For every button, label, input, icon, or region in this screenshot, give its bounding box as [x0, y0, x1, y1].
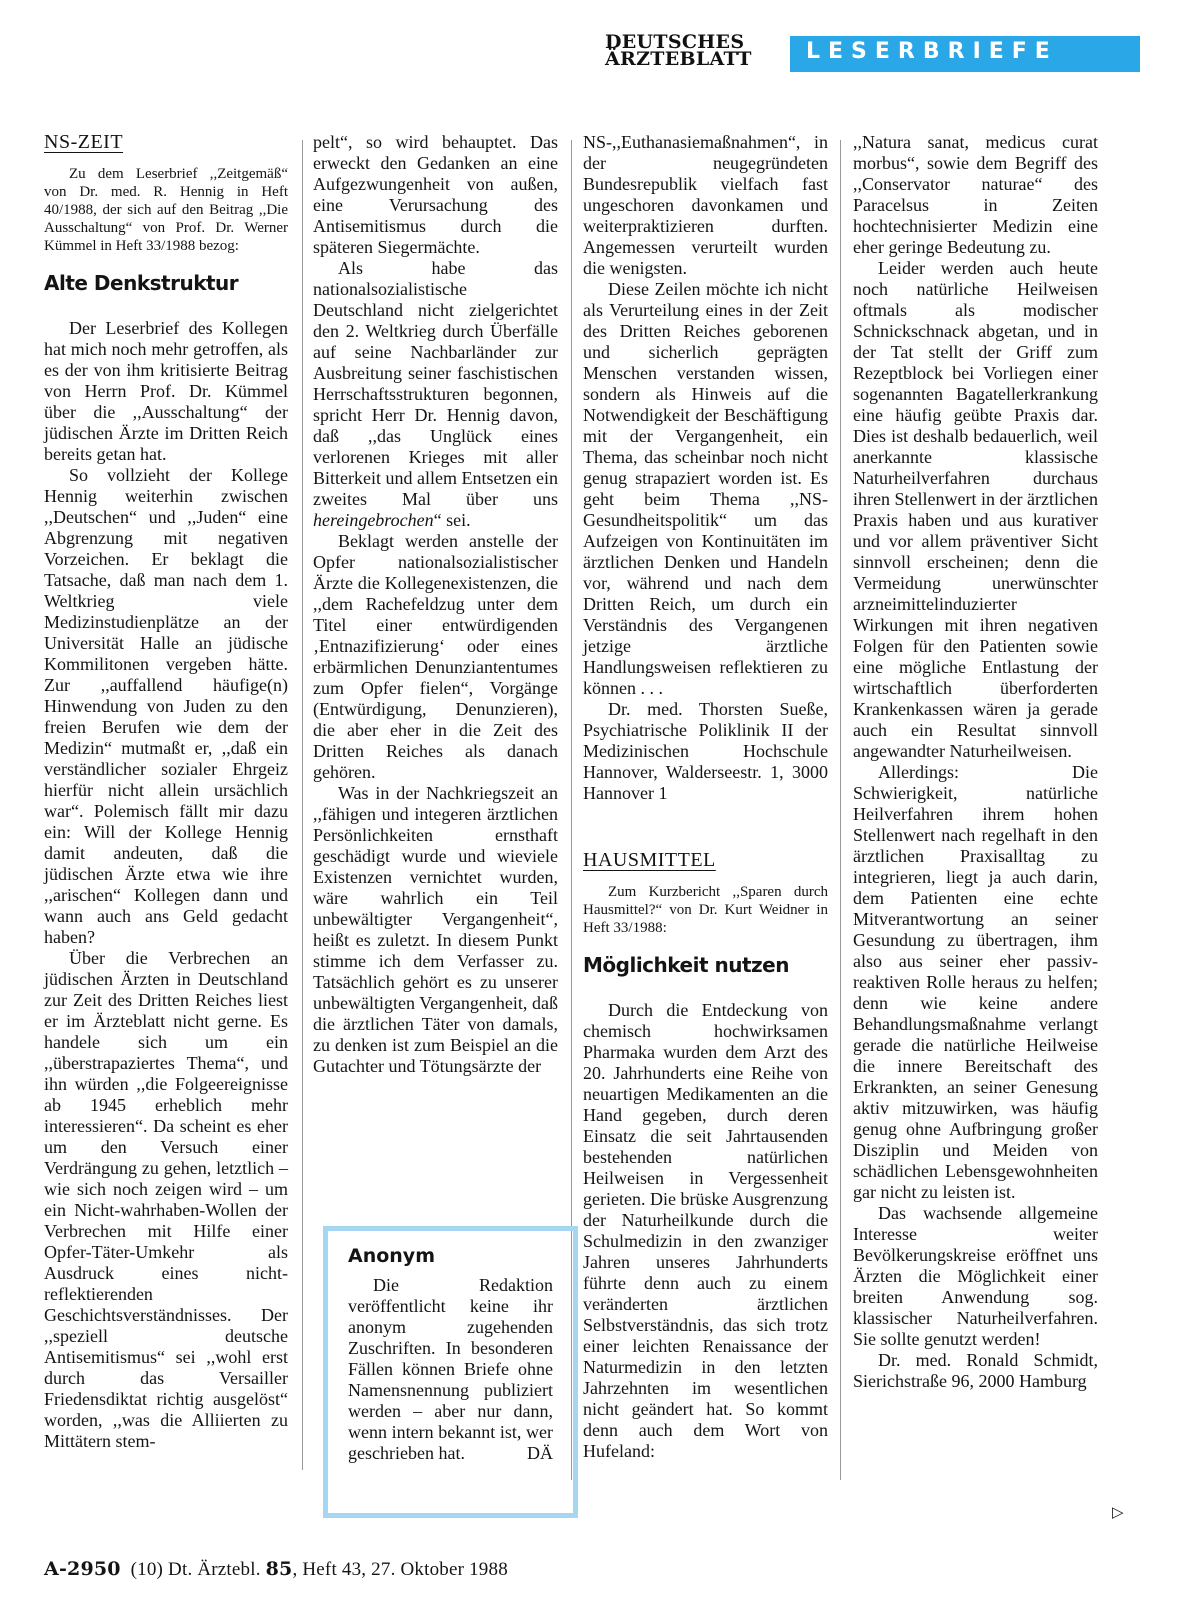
emphasis: hereingebrochen: [313, 510, 434, 530]
volume-number: 85: [265, 1558, 293, 1580]
letter-intro: Zu dem Leserbrief ,,Zeitgemäß“ von Dr. med. R. Hennig in Heft 40/1988, der sich auf den Beitrag ,,Die Ausschaltung“ von Prof. Dr. Werner Kümmel in Heft 33/1988 bezog:: [44, 166, 288, 254]
issue-date: , Heft 43, 27. Oktober 1988: [292, 1559, 508, 1580]
masthead-title-line1: DEUTSCHES: [605, 31, 745, 53]
letter-headline: Möglichkeit nutzen: [583, 953, 789, 977]
paragraph: Über die Verbrechen an jüdischen Ärzten in Deutschland zur Zeit des Dritten Reiches liest er im Ärzteblatt nicht gerne. Es handele sich um ein ,,überstrapaziertes Thema“, und ihn würden ,,die Folgeereignisse ab 1945 erheblich mehr interessieren“. Da scheint es eher um den Versuch einer Verdrängung zu gehen, letztlich – wie sich noch zeigen wird – um ein Nicht-wahrhaben-Wollen der Verbrechen mit Hilfe einer Opfer-Täter-Umkehr als Ausdruck eines nicht-reflektierenden Geschichtsverständnisses. Der ,,speziell deutsche Antisemitismus“ sei ,,wohl erst durch das Versailler Friedensdiktat richtig ausgelöst“ worden, ,,was die Alliierten zu Mittätern stem-: [44, 948, 288, 1451]
paragraph-text: Als habe das nationalsozialistische Deutschland nicht zielgerichtet den 2. Weltkrieg durch Überfälle auf seine Nachbarländer zur Ausbreitung seiner faschistischen Herrschaftsstrukturen begonnen, spricht Herr Dr. Hennig davon, daß ,,das Unglück eines verlorenen Krieges mit aller Bitterkeit und allem Entsetzen ein zweites Mal über uns: [313, 258, 558, 509]
paragraph: Durch die Entdeckung von chemisch hochwirksamen Pharmaka wurden dem Arzt des 20. Jahrhunderts eine Reihe von neuartigen Medikamenten an die Hand gegeben, durch deren Einsatz die seit Jahrtausenden bestehenden natürlichen Heilweisen in Vergessenheit gerieten. Die brüske Ausgrenzung der Naturheilkunde durch die Schulmedizin in den zwanziger Jahren unseres Jahrhunderts führte denn auch zu einem veränderten ärztlichen Selbstverständnis, das sich trotz einer leichten Renaissance der Naturmedizin in den letzten Jahrzehnten im wesentlichen nicht geändert hat. So kommt denn auch dem Wort von Hufeland:: [583, 1000, 828, 1461]
column-3: [583, 132, 828, 1462]
letter-signature: Dr. med. Thorsten Sueße, Psychiatrische Poliklinik II der Medizinischen Hochschule Hannover, Walderseestr. 1, 3000 Hannover 1: [583, 699, 828, 803]
journal-name: Dt. Ärztebl.: [168, 1559, 261, 1580]
section-heading-hausmittel: HAUSMITTEL: [583, 849, 716, 871]
page-footer: [44, 1558, 508, 1581]
paragraph: Der Leserbrief des Kollegen hat mich noch mehr getroffen, als es der von ihm kritisierte Beitrag von Herrn Prof. Dr. Kümmel über die ,,Ausschaltung“ der jüdischen Ärzte im Dritten Reich bereits getan hat.: [44, 318, 288, 464]
local-page-number: (10): [130, 1559, 164, 1580]
paragraph: Allerdings: Die Schwierigkeit, natürliche Heilverfahren ihrem hohen Stellenwert nach regelhaft in den ärztlichen Praxisalltag zu integrieren, liegt ja auch darin, dem Patienten eine echte Mitverantwortung an seiner Gesundung zu übertragen, ihm also aus seiner eher passiv-reaktiven Rolle heraus zu helfen; denn wie keine andere Behandlungsmaßnahme verlangt gerade die natürliche Heilweise die innere Bereitschaft des Erkrankten, an seiner Genesung aktiv mitzuwirken, was häufig genug ohne Aufbringung großer Disziplin und Meiden von schädlichen Lebensgewohnheiten gar nicht zu leisten ist.: [853, 762, 1098, 1202]
column-1: [44, 132, 288, 1452]
section-band-label: LESERBRIEFE: [806, 39, 1058, 64]
paragraph-text: “ sei.: [433, 510, 471, 530]
column-2: [313, 132, 558, 1077]
paragraph: Beklagt werden anstelle der Opfer nationalsozialistischer Ärzte die Kollegenexistenzen, die ,,dem Rachefeldzug unter dem Titel einer entwürdigenden ‚Entnazifizierung‘ oder eines erbärmlichen Denunziantentumes zum Opfer fielen“, Vorgänge (Entwürdigung, Denunzieren), die aber eher in die Zeit des Dritten Reiches als danach gehören.: [313, 531, 558, 782]
box-title: Anonym: [348, 1245, 435, 1267]
paragraph: Das wachsende allgemeine Interesse weiter Bevölkerungskreise eröffnet uns Ärzten die Möglichkeit einer breiten Anwendung sog. klassischer Naturheilverfahren. Sie sollte genutzt werden!: [853, 1203, 1098, 1349]
paragraph: ,,Natura sanat, medicus curat morbus“, sowie dem Begriff des ,,Conservator naturae“ des Paracelsus in Zeiten hochtechnisierter Medizin eine eher geringe Bedeutung zu.: [853, 132, 1098, 257]
letter-intro: Zum Kurzbericht ,,Sparen durch Hausmittel?“ von Dr. Kurt Weidner in Heft 33/1988:: [583, 884, 828, 936]
letter-headline: Alte Denkstruktur: [44, 271, 239, 295]
masthead-title-line2: ÄRZTEBLATT: [605, 48, 752, 70]
letter-signature: Dr. med. Ronald Schmidt, Sierichstraße 96, 2000 Hamburg: [853, 1350, 1098, 1391]
section-band: [790, 36, 1140, 72]
paragraph: NS-,,Euthanasiemaßnahmen“, in der neugegründeten Bundesrepublik vielfach fast ungeschoren davonkamen und weiterpraktizieren durften. Angemessen verurteilt wurden die wenigsten.: [583, 132, 828, 278]
paragraph: Diese Zeilen möchte ich nicht als Verurteilung eines in der Zeit des Dritten Reiches geborenen und sicherlich geprägten Menschen verstanden wissen, sondern als Hinweis auf die Notwendigkeit der Beschäftigung mit der Vergangenheit, ein Thema, das scheinbar noch nicht genug strapaziert worden ist. Es geht beim Thema ,,NS-Gesundheitspolitik“ um das Aufzeigen von Kontinuitäten im ärztlichen Denken und Handeln vor, während und nach dem Dritten Reich, um durch ein Verständnis des Vergangenen jetzige ärztliche Handlungsweisen reflektieren zu können . . .: [583, 279, 828, 698]
paragraph: Was in der Nachkriegszeit an ,,fähigen und integeren ärztlichen Persönlichkeiten ernsthaft geschädigt wurde und wieviele Existenzen vernichtet wurden, wäre wahrlich ein Teil unbewältigter Vergangenheit“, heißt es zuletzt. In diesem Punkt stimme ich dem Verfasser zu. Tatsächlich gehört es zu unserer unbewältigten Vergangenheit, daß die ärztlichen Täter von damals, zu denken ist zum Beispiel an die Gutachter und Tötungsärzte der: [313, 783, 558, 1076]
box-signature: DÄ: [527, 1443, 553, 1463]
box-text: Die Redaktion veröffentlicht keine ihr anonym zugehenden Zuschriften. In besonderen Fällen können Briefe ohne Namensnennung publiziert werden – aber nur dann, wenn intern bekannt ist, wer geschrieben hat.: [348, 1275, 553, 1463]
paragraph: So vollzieht der Kollege Hennig weiterhin zwischen ,,Deutschen“ und ,,Juden“ eine Abgrenzung mit negativen Vorzeichen. Er beklagt die Tatsache, daß man nach dem 1. Weltkrieg viele Medizinstudienplätze an der Universität Halle an jüdische Kommilitonen vergeben hätte. Zur ,,auffallend häufige(n) Hinwendung von Juden zu den freien Berufen wie dem der Medizin“ mutmaßt er, ,,daß ein verständlicher sozialer Ehrgeiz hierfür nicht allein ursächlich war“. Polemisch fällt mir dazu ein: Will der Kollege Hennig damit andeuten, daß die jüdischen Ärzte etwa wie ihre ,,arischen“ Kollegen dann und wann auch ans Geld gedacht haben?: [44, 465, 288, 947]
continue-arrow-icon: ▷: [1112, 1503, 1124, 1521]
anonym-info-box: [323, 1226, 578, 1518]
masthead-logo: [605, 31, 752, 70]
section-heading-ns-zeit: NS-ZEIT: [44, 131, 124, 153]
paragraph: Leider werden auch heute noch natürliche Heilweisen oftmals als modischer Schnickschnack abgetan, und in der Tat stellt der Griff zum Rezeptblock bei Vorliegen einer sogenannten Bagatellerkrankung eine häufig geübte Praxis dar. Dies ist deshalb bedauerlich, weil anerkannte klassische Naturheilverfahren durchaus ihren Stellenwert in der ärztlichen Praxis haben und aus kurativer und vor allem präventiver Sicht sinnvoll erscheinen; denn die Vermeidung unerwünschter arzneimittelinduzierter Wirkungen mit ihren negativen Folgen für den Patienten sowie eine mögliche Entlastung der wirtschaftlich überforderten Krankenkassen wären ja gerade auch ein Resultat sinnvoll angewandter Naturheilweisen.: [853, 258, 1098, 761]
paragraph: [313, 258, 558, 531]
column-4: [853, 132, 1098, 1392]
paragraph: pelt“, so wird behauptet. Das erweckt den Gedanken an eine Aufgezwungenheit von außen, eine Verursachung des Antisemitismus durch die späteren Siegermächte.: [313, 132, 558, 257]
page-number: A-2950: [44, 1558, 121, 1580]
column-rule: [302, 140, 303, 1470]
column-rule: [840, 140, 841, 1480]
box-body: [348, 1275, 553, 1464]
